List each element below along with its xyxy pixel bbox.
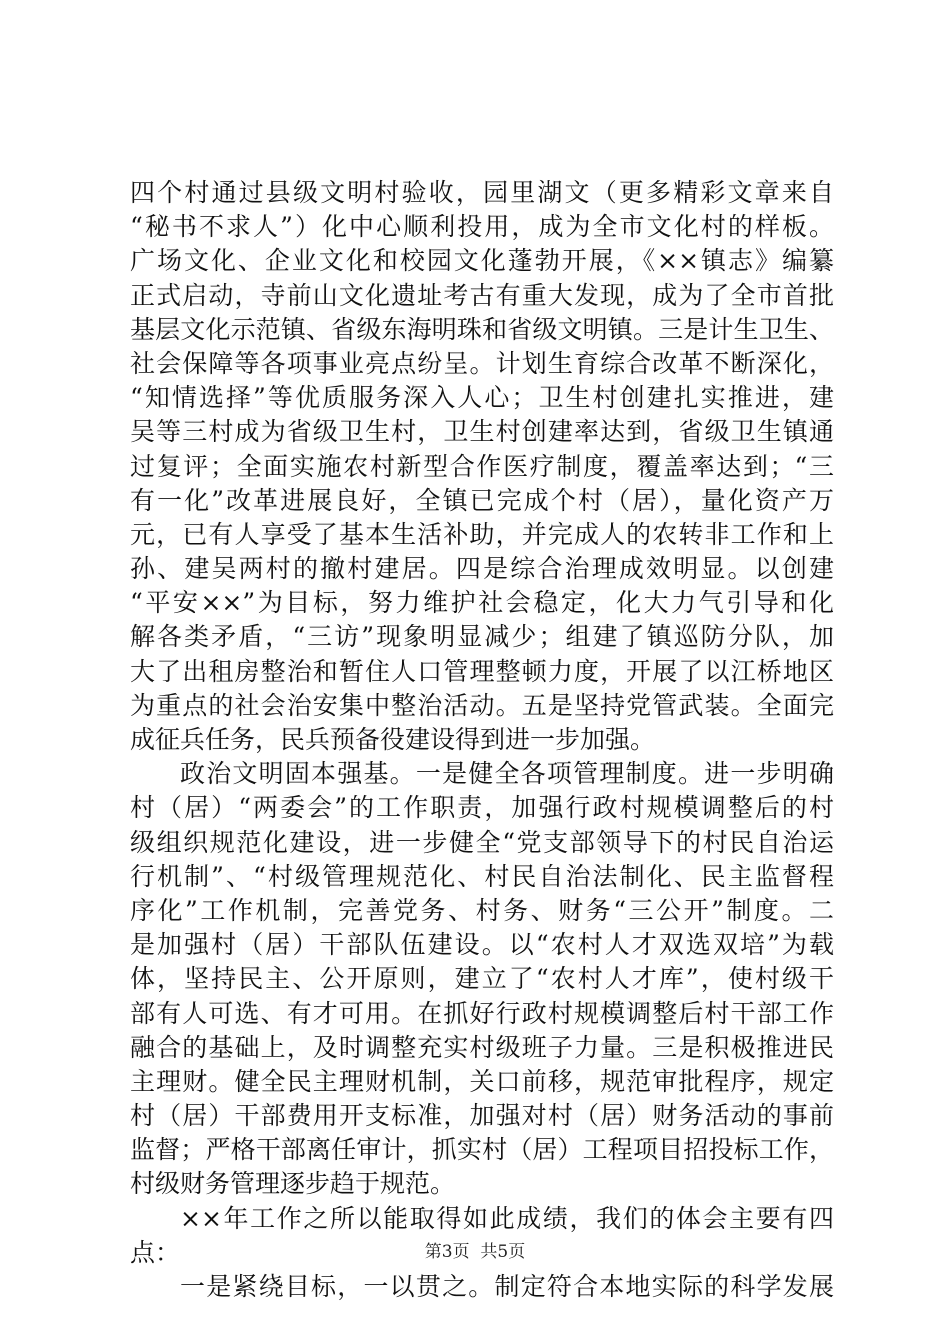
text-line: 行机制”、“村级管理规范化、村民自治法制化、民主监督程 bbox=[130, 861, 834, 891]
paragraph-first-line: 一是紧绕目标，一以贯之。制定符合本地实际的科学发展 bbox=[180, 1272, 834, 1301]
text-line: 部有人可选、有才可用。在抓好行政村规模调整后村干部工作 bbox=[130, 998, 834, 1028]
text-line: 体，坚持民主、公开原则，建立了“农村人才库”，使村级干 bbox=[130, 964, 834, 994]
text-line: “秘书不求人”）化中心顺利投用，成为全市文化村的样板。 bbox=[130, 212, 834, 242]
text-line: 主理财。健全民主理财机制，关口前移，规范审批程序，规定 bbox=[130, 1066, 834, 1096]
text-line: 过复评；全面实施农村新型合作医疗制度，覆盖率达到；“三 bbox=[130, 451, 834, 481]
page-footer: 第3页 共5页 bbox=[424, 1242, 526, 1262]
text-line: 融合的基础上，及时调整充实村级班子力量。三是积极推进民 bbox=[130, 1032, 834, 1062]
text-line: 大了出租房整治和暂住人口管理整顿力度，开展了以江桥地区 bbox=[130, 656, 834, 686]
text-line: 元，已有人享受了基本生活补助，并完成人的农转非工作和上 bbox=[130, 519, 834, 549]
text-line: 级组织规范化建设，进一步健全“党支部领导下的村民自治运 bbox=[130, 827, 834, 857]
text-line: 吴等三村成为省级卫生村，卫生村创建率达到，省级卫生镇通 bbox=[130, 417, 834, 447]
paragraph-end-line: 村级财务管理逐步趋于规范。 bbox=[130, 1169, 456, 1199]
text-line: 社会保障等各项事业亮点纷呈。计划生育综合改革不断深化， bbox=[130, 348, 834, 378]
text-line: 解各类矛盾，“三访”现象明显减少；组建了镇巡防分队，加 bbox=[130, 622, 834, 652]
text-line: “平安××”为目标，努力维护社会稳定，化大力气引导和化 bbox=[130, 588, 834, 618]
text-line: “知情选择”等优质服务深入人心；卫生村创建扎实推进，建 bbox=[130, 383, 834, 413]
text-line: 村（居）“两委会”的工作职责，加强行政村规模调整后的村 bbox=[130, 793, 834, 823]
text-line: 是加强村（居）干部队伍建设。以“农村人才双选双培”为载 bbox=[130, 930, 834, 960]
text-line: 监督；严格干部离任审计，抓实村（居）工程项目招投标工作， bbox=[130, 1135, 834, 1165]
paragraph-first-line: ××年工作之所以能取得如此成绩，我们的体会主要有四 bbox=[180, 1203, 834, 1233]
paragraph-end-line: 点： bbox=[130, 1237, 181, 1267]
text-line: 基层文化示范镇、省级东海明珠和省级文明镇。三是计生卫生、 bbox=[130, 314, 834, 344]
text-line: 正式启动，寺前山文化遗址考古有重大发现，成为了全市首批 bbox=[130, 280, 834, 310]
text-line: 有一化”改革进展良好，全镇已完成个村（居），量化资产万 bbox=[130, 485, 834, 515]
text-line: 孙、建吴两村的撤村建居。四是综合治理成效明显。以创建 bbox=[130, 554, 834, 584]
text-line: 为重点的社会治安集中整治活动。五是坚持党管武装。全面完 bbox=[130, 690, 834, 720]
text-line: 村（居）干部费用开支标准，加强对村（居）财务活动的事前 bbox=[130, 1101, 834, 1131]
text-line: 序化”工作机制，完善党务、村务、财务“三公开”制度。二 bbox=[130, 895, 834, 925]
text-line: 广场文化、企业文化和校园文化蓬勃开展，《××镇志》编纂 bbox=[130, 246, 834, 276]
body-text bbox=[130, 176, 834, 1304]
text-line: 四个村通过县级文明村验收，园里湖文（更多精彩文章来自 bbox=[130, 178, 834, 207]
paragraph-first-line: 政治文明固本强基。一是健全各项管理制度。进一步明确 bbox=[180, 759, 834, 789]
paragraph-end-line: 成征兵任务，民兵预备役建设得到进一步加强。 bbox=[130, 725, 656, 754]
